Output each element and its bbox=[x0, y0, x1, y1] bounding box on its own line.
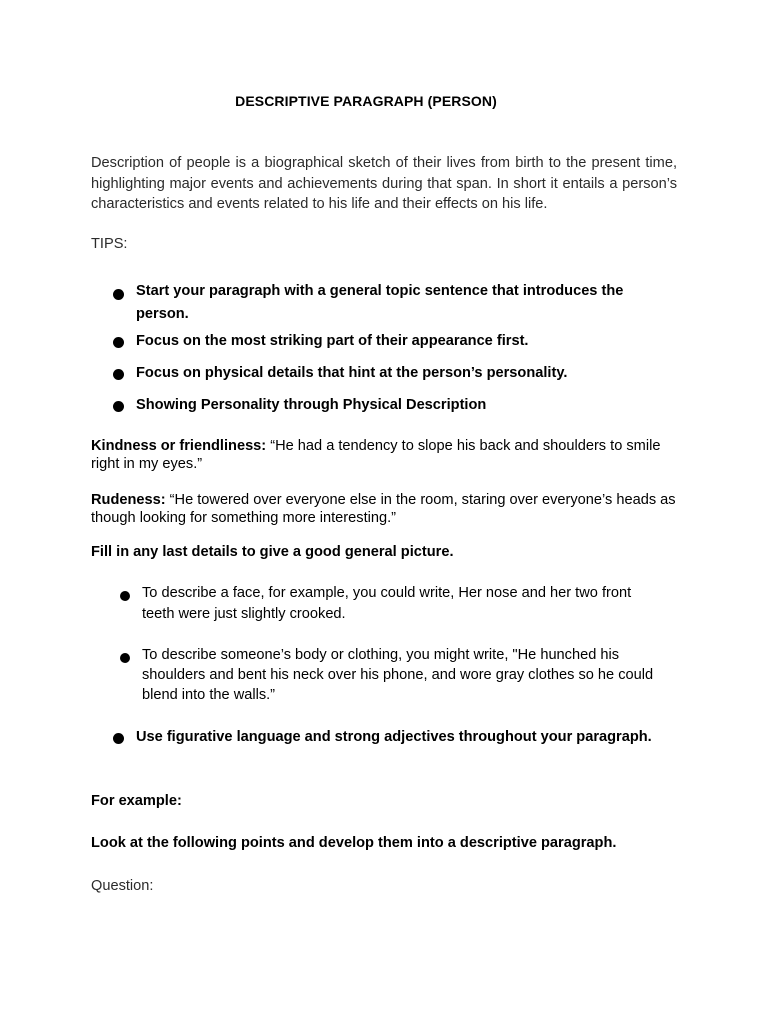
fill-in-heading: Fill in any last details to give a good general picture. bbox=[91, 544, 454, 560]
figurative-tip: Use figurative language and strong adjectives throughout your paragraph. bbox=[136, 729, 652, 745]
bullet-icon bbox=[120, 653, 130, 663]
bullet-icon bbox=[113, 289, 124, 300]
rudeness-label: Rudeness: bbox=[91, 492, 166, 508]
bullet-icon bbox=[113, 401, 124, 412]
instruction-text: Look at the following points and develop them into a descriptive paragraph. bbox=[91, 835, 617, 851]
sub-bullet-text: To describe someone’s body or clothing, you might write, "He hunched his shoulders and bent his neck over his phone, and wore gray clothes so he could blend into the walls.” bbox=[142, 647, 654, 703]
kindness-text: “He had a tendency to slope his back and shoulders to smile right in my eyes.” bbox=[91, 438, 661, 472]
kindness-label: Kindness or friendliness: bbox=[91, 438, 267, 454]
tip-text: Showing Personality through Physical Description bbox=[136, 397, 487, 413]
rudeness-text: “He towered over everyone else in the room, staring over everyone’s heads as though looking for something more interesting.” bbox=[91, 492, 676, 526]
tip-text: Start your paragraph with a general topic sentence that introduces the person. bbox=[136, 283, 624, 322]
page-title: DESCRIPTIVE PARAGRAPH (PERSON) bbox=[235, 93, 497, 109]
intro-paragraph: Description of people is a biographical sketch of their lives from birth to the present time, highlighting major events and achievements during that span. In short it entails a person’s characteristics and events related to his life and their effects on his life. bbox=[91, 155, 677, 213]
sub-bullet-text: To describe a face, for example, you could write, Her nose and her two front teeth were just slightly crooked. bbox=[142, 585, 632, 622]
rudeness-example bbox=[91, 492, 681, 527]
tip-text: Focus on the most striking part of their appearance first. bbox=[136, 333, 529, 349]
bullet-icon bbox=[113, 369, 124, 380]
bullet-icon bbox=[113, 733, 124, 744]
for-example-heading: For example: bbox=[91, 793, 182, 809]
question-label: Question: bbox=[91, 878, 154, 894]
kindness-example bbox=[91, 438, 681, 473]
tips-label: TIPS: bbox=[91, 236, 128, 252]
bullet-icon bbox=[120, 591, 130, 601]
tip-text: Focus on physical details that hint at the person’s personality. bbox=[136, 365, 568, 381]
bullet-icon bbox=[113, 337, 124, 348]
